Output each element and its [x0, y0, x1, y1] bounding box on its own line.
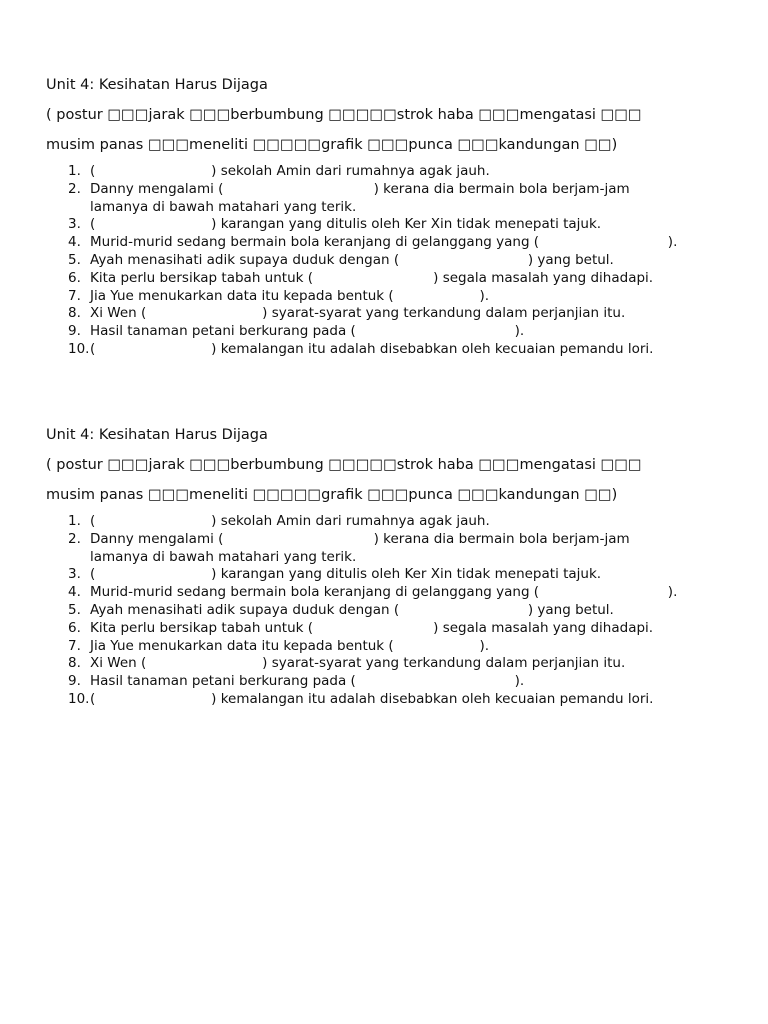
question-text: ( ) kemalangan itu adalah disebabkan oleh kecuaian pemandu lori. — [90, 690, 654, 707]
question-item — [46, 566, 746, 584]
question-item — [46, 513, 746, 531]
question-text: Hasil tanaman petani berkurang pada ( ). — [90, 673, 525, 690]
question-number: 2. — [68, 180, 81, 197]
question-text: Danny mengalami ( ) kerana dia bermain bola berjam-jam lamanya di bawah matahari yang terik. — [90, 180, 630, 215]
question-number: 4. — [68, 584, 81, 601]
question-text: Kita perlu bersikap tabah untuk ( ) segala masalah yang dihadapi. — [90, 619, 654, 636]
question-item — [46, 181, 746, 217]
question-item — [46, 638, 746, 656]
question-text: ( ) sekolah Amin dari rumahnya agak jauh. — [90, 163, 490, 179]
question-number: 7. — [68, 637, 81, 654]
question-number: 4. — [68, 234, 81, 251]
question-item — [46, 602, 746, 620]
question-item — [46, 341, 746, 359]
word-bank-line-2: musim panas □□□meneliti □□□□□grafik □□□punca □□□kandungan □□) — [46, 137, 618, 153]
worksheet-1 — [46, 76, 746, 359]
question-item — [46, 655, 746, 673]
question-text: Murid-murid sedang bermain bola keranjang di gelanggang yang ( ). — [90, 584, 678, 601]
question-number: 9. — [68, 323, 81, 340]
question-item — [46, 305, 746, 323]
question-text: Jia Yue menukarkan data itu kepada bentuk ( ). — [90, 287, 490, 304]
worksheet-title: Unit 4: Kesihatan Harus Dijaga — [46, 77, 268, 93]
question-number: 8. — [68, 655, 81, 672]
question-number: 10. — [68, 690, 90, 707]
question-text: Ayah menasihati adik supaya duduk dengan ( ) yang betul. — [90, 601, 614, 618]
question-text: ( ) karangan yang ditulis oleh Ker Xin tidak menepati tajuk. — [90, 216, 602, 233]
question-text: ( ) kemalangan itu adalah disebabkan oleh kecuaian pemandu lori. — [90, 340, 654, 357]
question-item — [46, 288, 746, 306]
question-item — [46, 691, 746, 709]
question-text: ( ) karangan yang ditulis oleh Ker Xin tidak menepati tajuk. — [90, 566, 602, 583]
question-text: Hasil tanaman petani berkurang pada ( ). — [90, 323, 525, 340]
worksheet-2 — [46, 426, 746, 709]
question-number: 3. — [68, 566, 81, 583]
question-text: Murid-murid sedang bermain bola keranjang di gelanggang yang ( ). — [90, 234, 678, 251]
question-text: Ayah menasihati adik supaya duduk dengan ( ) yang betul. — [90, 251, 614, 268]
question-item — [46, 252, 746, 270]
question-number: 7. — [68, 287, 81, 304]
question-number: 1. — [68, 513, 81, 529]
question-item — [46, 673, 746, 691]
question-item — [46, 234, 746, 252]
question-number: 5. — [68, 601, 81, 618]
question-list — [46, 163, 746, 359]
word-bank-line-1: ( postur □□□jarak □□□berbumbung □□□□□strok haba □□□mengatasi □□□ — [46, 457, 642, 473]
question-number: 5. — [68, 251, 81, 268]
word-bank-line-2: musim panas □□□meneliti □□□□□grafik □□□punca □□□kandungan □□) — [46, 487, 618, 503]
question-item — [46, 531, 746, 567]
question-number: 9. — [68, 673, 81, 690]
question-number: 8. — [68, 305, 81, 322]
question-number: 6. — [68, 269, 81, 286]
question-number: 10. — [68, 340, 90, 357]
question-text: Xi Wen ( ) syarat-syarat yang terkandung dalam perjanjian itu. — [90, 305, 626, 322]
question-number: 6. — [68, 619, 81, 636]
worksheet-title: Unit 4: Kesihatan Harus Dijaga — [46, 427, 268, 443]
question-text: Xi Wen ( ) syarat-syarat yang terkandung dalam perjanjian itu. — [90, 655, 626, 672]
question-item — [46, 163, 746, 181]
question-item — [46, 323, 746, 341]
question-item — [46, 620, 746, 638]
question-item — [46, 270, 746, 288]
question-list — [46, 513, 746, 709]
question-item — [46, 584, 746, 602]
question-text: Danny mengalami ( ) kerana dia bermain bola berjam-jam lamanya di bawah matahari yang terik. — [90, 530, 630, 565]
question-text: ( ) sekolah Amin dari rumahnya agak jauh. — [90, 513, 490, 529]
question-text: Jia Yue menukarkan data itu kepada bentuk ( ). — [90, 637, 490, 654]
question-number: 1. — [68, 163, 81, 179]
question-text: Kita perlu bersikap tabah untuk ( ) segala masalah yang dihadapi. — [90, 269, 654, 286]
question-number: 3. — [68, 216, 81, 233]
question-item — [46, 216, 746, 234]
word-bank-line-1: ( postur □□□jarak □□□berbumbung □□□□□strok haba □□□mengatasi □□□ — [46, 107, 642, 123]
question-number: 2. — [68, 530, 81, 547]
